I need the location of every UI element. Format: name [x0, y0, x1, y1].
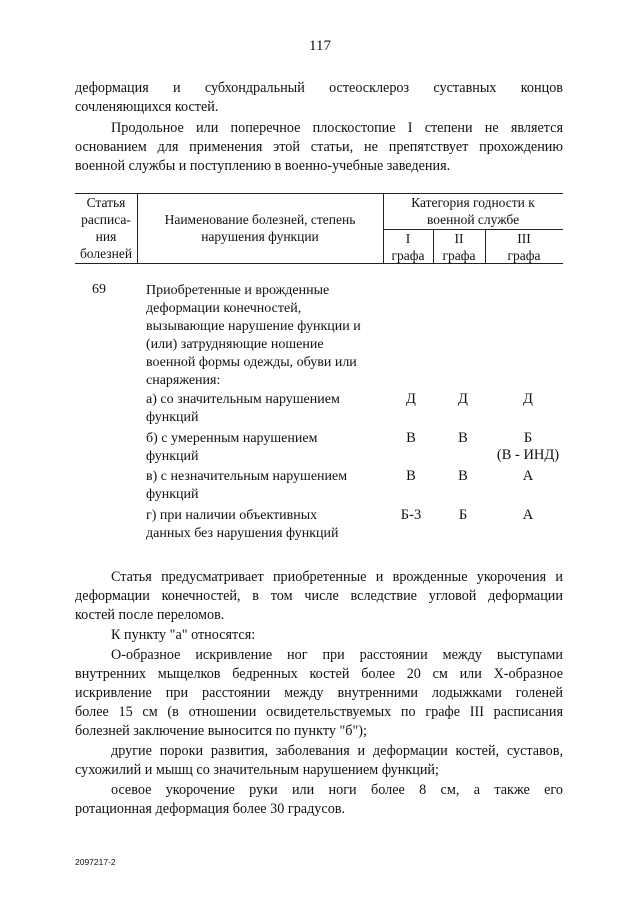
body-paragraph-2: К пункту "а" относятся: — [111, 627, 256, 643]
row-c-graph-2: В — [458, 468, 468, 484]
row-b-graph-1: В — [406, 430, 416, 446]
text-line: Продольное или поперечное плоскостопие I степени не является — [111, 120, 563, 136]
row-a-graph-2: Д — [458, 391, 468, 407]
row-b-text: б) с умеренным нарушением функций — [146, 431, 318, 464]
row-c-graph-1: В — [406, 468, 416, 484]
header-fitness-category: Категория годности к военной службе — [411, 195, 535, 227]
header-graph-2: II графа — [442, 231, 476, 263]
text-line: военной службы и поступлению в военно-учебные заведения. — [75, 158, 451, 174]
row-c-text: в) с незначительным нарушением функций — [146, 469, 348, 502]
text-line: основанием для применения этой статьи, не препятствует прохождению — [75, 139, 563, 155]
row-c-graph-3: А — [522, 468, 534, 484]
text-line: деформация и субхондральный остеосклероз суставных концов — [75, 80, 563, 96]
header-graph-3: III графа — [507, 231, 541, 263]
row-d-graph-1: Б-3 — [400, 507, 422, 523]
document-code: 2097217-2 — [75, 857, 116, 867]
header-graph-1: I графа — [391, 231, 425, 263]
header-article-column: Статья расписа- ния болезней — [79, 195, 133, 261]
row-d-graph-2: Б — [458, 507, 468, 523]
body-paragraph-5: осевое укорочение руки или ноги более 8 см, а также его ротационная деформация более 30 градусов. — [75, 782, 563, 817]
table-header — [75, 193, 563, 264]
row-a-graph-1: Д — [406, 391, 416, 407]
row-d-text: г) при наличии объективных данных без нарушения функций — [146, 508, 339, 541]
intro-paragraph-1 — [75, 79, 563, 117]
row-a-graph-3: Д — [523, 391, 533, 407]
body-paragraph-3: О-образное искривление ног при расстоянии между выступами внутренних мыщелков бедренных костей более 20 см или Х-образное искривление при расстоянии между внутренними лодыжками голеней более 15 см (в отношении освидетельствуемых по графе III расписания болезней заключение выносится по пункту "б"); — [75, 647, 563, 739]
row-a-text: а) со значительным нарушением функций — [146, 392, 340, 425]
header-disease-name: Наименование болезней, степень нарушения функции — [164, 212, 356, 244]
article-title: Приобретенные и врожденные деформации конечностей, вызывающие нарушение функции и (или) затрудняющие ношение военной формы одежды, обуви или снаряжения: — [146, 283, 361, 388]
intro-paragraph-2 — [75, 119, 563, 176]
row-b-graph-3-extra: (В - ИНД) — [496, 447, 560, 463]
article-number: 69 — [92, 282, 106, 297]
body-paragraph-1: Статья предусматривает приобретенные и врожденные укорочения и деформации конечностей, в том числе вследствие угловой деформации костей после переломов. — [75, 569, 563, 623]
page-number: 117 — [309, 38, 331, 54]
row-d-graph-3: А — [522, 507, 534, 523]
row-b-graph-3: Б — [523, 430, 533, 446]
body-paragraph-4: другие пороки развития, заболевания и деформации костей, суставов, сухожилий и мышц со значительным нарушением функций; — [75, 743, 563, 778]
row-b-graph-2: В — [458, 430, 468, 446]
text-line: сочленяющихся костей. — [75, 99, 219, 115]
